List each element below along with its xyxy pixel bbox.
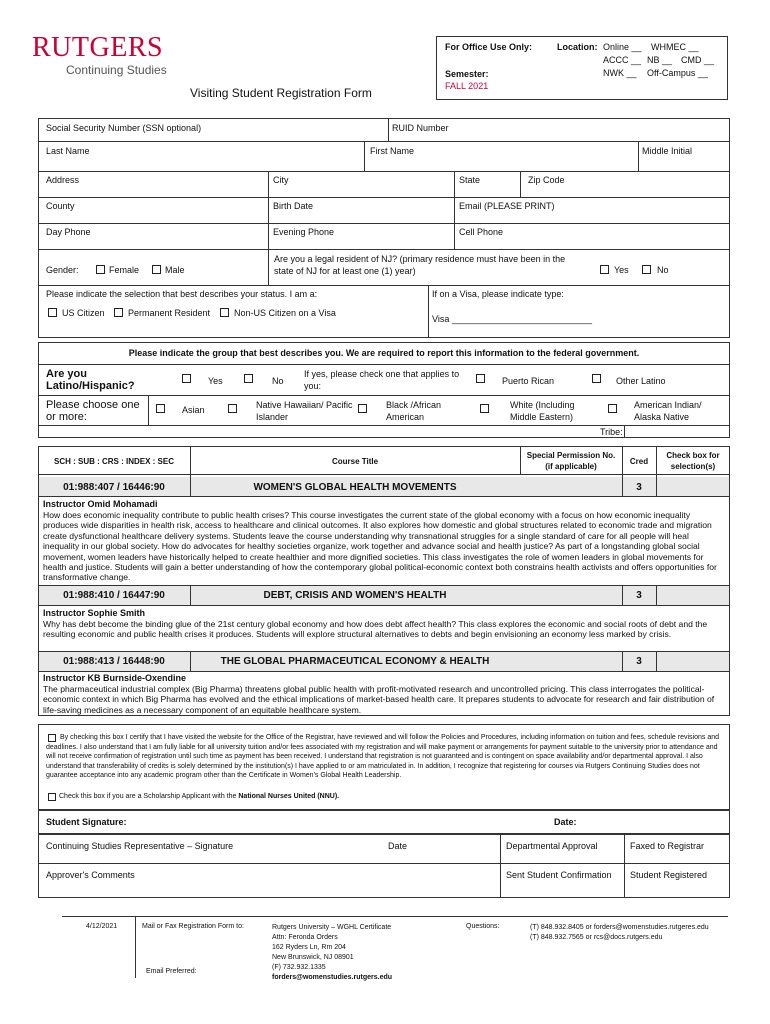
contact-line[interactable]: (T) 848.932.7565 or rcs@docs.rutgers.edu — [530, 934, 663, 941]
course-description: The pharmaceutical industrial complex (Big Pharma) threatens global public health with profit-motivated research and uncontrolled pricing. This class interrogates the political-economic context in which Big Pharma has evolved and the ethical implications of market-based health care. It prepares students to advocate for research and fair distribution of life-saving medicines as a necessary component of an equitable healthcare system. — [43, 684, 715, 715]
address-line: New Brunswick, NJ 08901 — [272, 954, 354, 961]
course-description: Why has debt become the binding glue of the 21st century global economy and how does debt affect health? This class explores the economic and social roots of debt and the resulting economic and public health crises it produces. Students will explore structural alternatives to debts and begin envisioning an economy less marked by crisis. — [43, 619, 708, 640]
ssn-label: Social Security Number (SSN optional) — [46, 123, 202, 133]
city-label: City — [273, 175, 289, 185]
course-cred: 3 — [636, 656, 642, 667]
latino-no-label: No — [272, 376, 284, 386]
tribe-label: Tribe: — [600, 427, 623, 437]
white-checkbox[interactable] — [480, 404, 489, 413]
course-title: THE GLOBAL PHARMACEUTICAL ECONOMY & HEALTH — [220, 656, 490, 667]
location-online: Online __ — [603, 42, 642, 52]
footer-mail-label: Mail or Fax Registration Form to: — [142, 923, 244, 930]
form-title: Visiting Student Registration Form — [190, 86, 372, 100]
hawaiian-label: Native Hawaiian/ Pacific Islander — [256, 400, 353, 422]
gender-label: Gender: — [46, 265, 79, 275]
dept-approval-label: Departmental Approval — [506, 841, 598, 851]
semester-value: FALL 2021 — [445, 81, 489, 91]
other-latino-checkbox[interactable] — [592, 374, 601, 383]
semester-label: Semester: — [445, 69, 489, 79]
course-cred: 3 — [636, 482, 642, 493]
permanent-resident-label: Permanent Resident — [128, 308, 211, 318]
scholarship-checkbox[interactable] — [48, 793, 56, 801]
location-offcampus: Off-Campus __ — [647, 68, 708, 78]
county-label: County — [46, 201, 75, 211]
non-us-label: Non-US Citizen on a Visa — [234, 308, 336, 318]
logo-main: RUTGERS — [32, 32, 164, 63]
student-date-label: Date: — [554, 817, 577, 827]
race-choose-label: Please choose one or more: — [46, 399, 140, 423]
course-description: How does economic inequality contribute to public health crises? This course investigates the current state of the global economy with a focus on how economic inequality produces wide disparities in health risk, access to healthcare and clinical outcomes. It also explores how domestic and global structures related to economic trade and migration create dysfunctional healthcare delivery systems. Students leave the course understanding why transnational struggles for a single standard of care for all people will heal inequality in our global society. How do advocates for healthy societies organize, work together and advance social and health justice? As part of a longstanding global social movement, women leaders have historically helped to create healthier and more dignified societies. This class investigates the role of women leaders in global movements for health and justice. Students will gain a better understanding of how the contemporary global political-economic context both constrains health activists and offers opportunities for transformative change. — [43, 510, 717, 583]
col-title: Course Title — [331, 457, 379, 466]
black-checkbox[interactable] — [358, 404, 367, 413]
office-use-box — [436, 36, 728, 100]
puerto-rican-checkbox[interactable] — [476, 374, 485, 383]
course-code: 01:988:410 / 16447:90 — [63, 590, 165, 601]
scholarship-org: National Nurses United (NNU). — [238, 793, 340, 800]
office-use-label: For Office Use Only: — [445, 42, 533, 52]
nj-no-label: No — [657, 265, 669, 275]
location-nwk: NWK __ — [603, 68, 637, 78]
status-question: Please indicate the selection that best describes your status. I am a: — [46, 289, 318, 299]
location-nb: NB __ — [647, 55, 673, 65]
ruid-label: RUID Number — [392, 123, 449, 133]
non-us-checkbox[interactable] — [220, 308, 229, 317]
latino-ifyes: If yes, please check one that applies to you: — [304, 369, 460, 391]
footer-rule — [62, 916, 728, 917]
course-code: 01:988:407 / 16446:90 — [63, 482, 165, 493]
approver-comments-label: Approver's Comments — [46, 870, 135, 880]
nj-yes-label: Yes — [614, 265, 629, 275]
zip-label: Zip Code — [528, 175, 565, 185]
rep-signature-label: Continuing Studies Representative – Signature — [46, 841, 234, 851]
nj-no-checkbox[interactable] — [642, 265, 651, 274]
last-name-label: Last Name — [46, 146, 90, 156]
address-label: Address — [46, 175, 80, 185]
logo-sub: Continuing Studies — [66, 63, 167, 77]
faxed-label: Faxed to Registrar — [630, 841, 705, 851]
course-title: WOMEN'S GLOBAL HEALTH MOVEMENTS — [253, 482, 457, 493]
female-label: Female — [109, 265, 140, 275]
registered-label: Student Registered — [630, 870, 708, 880]
address-line: Attn: Feronda Orders — [272, 934, 338, 941]
location-whmec: WHMEC __ — [651, 42, 699, 52]
day-phone-label: Day Phone — [46, 227, 91, 237]
footer-address — [272, 923, 392, 983]
ethnicity-heading: Please indicate the group that best describes you. We are required to report this information to the federal government. — [128, 348, 640, 358]
email-label: Email (PLEASE PRINT) — [459, 201, 555, 211]
visa-line: Visa ____________________________ — [432, 314, 592, 324]
puerto-rican-label: Puerto Rican — [502, 376, 555, 386]
rep-date-label: Date — [388, 841, 408, 851]
us-citizen-checkbox[interactable] — [48, 308, 57, 317]
course-select-checkbox[interactable] — [688, 482, 697, 491]
contact-line[interactable]: (T) 848.932.8405 or forders@womenstudies.rutgeres.edu — [530, 924, 709, 931]
male-checkbox[interactable] — [152, 265, 161, 274]
certify-text: By checking this box I certify that I have visited the website for the Office of the Registrar, have reviewed and will follow the Policies and Procedures, including information on tuition and fees, schedule revisions and deadlines. I also understand that I am fully liable for all university tuition and/or fees associated with my registration and will make payment or arrangements for payment suitable to the university prior to attendance and will not receive confirmation of registration until such time as payment has been received. I understand that registration is not guaranteed and is contingent on space availability and/or departmental approval. I also understand that transferability of credits is solely determined by the institution(s) I have applied to or am matriculated in. In addition, I recognize that registering for courses via Rutgers Continuing Studies does not guarantee acceptance into any academic program other than the Certificate in Women's Global Health Leadership. — [46, 734, 720, 780]
other-latino-label: Other Latino — [616, 376, 666, 386]
indian-checkbox[interactable] — [608, 404, 617, 413]
course-instructor: Instructor KB Burnside-Oxendine — [43, 673, 187, 683]
col-code: SCH : SUB : CRS : INDEX : SEC — [53, 457, 174, 466]
us-citizen-label: US Citizen — [62, 308, 105, 318]
visa-question: If on a Visa, please indicate type: — [432, 289, 564, 299]
evening-phone-label: Evening Phone — [273, 227, 335, 237]
white-label: White (Including Middle Eastern) — [510, 400, 575, 422]
cell-phone-label: Cell Phone — [459, 227, 504, 237]
scholarship-pre: Check this box if you are a Scholarship Applicant with the — [59, 793, 239, 800]
permanent-resident-checkbox[interactable] — [114, 308, 123, 317]
course-title: DEBT, CRISIS AND WOMEN'S HEALTH — [263, 590, 447, 601]
asian-label: Asian — [182, 405, 205, 415]
latino-no-checkbox[interactable] — [244, 374, 253, 383]
latino-yes-checkbox[interactable] — [182, 374, 191, 383]
address-line: 162 Ryders Ln, Rm 204 — [272, 944, 346, 951]
latino-question: Are you Latino/Hispanic? — [46, 368, 135, 392]
address-email-link[interactable]: forders@womenstudies.rutgers.edu — [272, 974, 393, 981]
course-instructor: Instructor Omid Mohamadi — [43, 499, 158, 509]
female-checkbox[interactable] — [96, 265, 105, 274]
address-line: Rutgers University – WGHL Certificate — [272, 924, 392, 931]
black-label: Black /African American — [386, 400, 442, 422]
course-instructor: Instructor Sophie Smith — [43, 608, 146, 618]
footer-date: 4/12/2021 — [86, 923, 118, 930]
col-cred: Cred — [629, 457, 649, 466]
asian-checkbox[interactable] — [156, 404, 165, 413]
middle-initial-label: Middle Initial — [642, 146, 693, 156]
latino-yes-label: Yes — [208, 376, 223, 386]
state-label: State — [459, 175, 481, 185]
location-label: Location: — [557, 42, 598, 52]
course-cred: 3 — [636, 590, 642, 601]
hawaiian-checkbox[interactable] — [228, 404, 237, 413]
scholarship-text — [59, 793, 339, 800]
indian-label: American Indian/ Alaska Native — [634, 400, 702, 422]
footer-questions: Questions: — [466, 923, 500, 930]
signature-row — [38, 810, 730, 834]
student-signature-label: Student Signature: — [46, 817, 127, 827]
footer-contact — [530, 923, 709, 943]
address-line: (F) 732.932.1335 — [272, 964, 326, 971]
nj-resident-question: Are you a legal resident of NJ? (primary residence must have been in the state of NJ for at least one (1) year) — [274, 254, 566, 276]
col-permission: Special Permission No. (if applicable) — [526, 451, 616, 471]
sent-confirmation-label: Sent Student Confirmation — [506, 870, 612, 880]
rutgers-logo — [32, 34, 167, 77]
location-cmd: CMD __ — [681, 55, 715, 65]
footer-email-pref: Email Preferred: — [146, 968, 197, 975]
course-code: 01:988:413 / 16448:90 — [63, 656, 165, 667]
birth-date-label: Birth Date — [273, 201, 314, 211]
col-check: Check box for selection(s) — [666, 451, 720, 471]
location-accc: ACCC __ — [603, 55, 642, 65]
nj-yes-checkbox[interactable] — [600, 265, 609, 274]
male-label: Male — [165, 265, 185, 275]
first-name-label: First Name — [370, 146, 415, 156]
